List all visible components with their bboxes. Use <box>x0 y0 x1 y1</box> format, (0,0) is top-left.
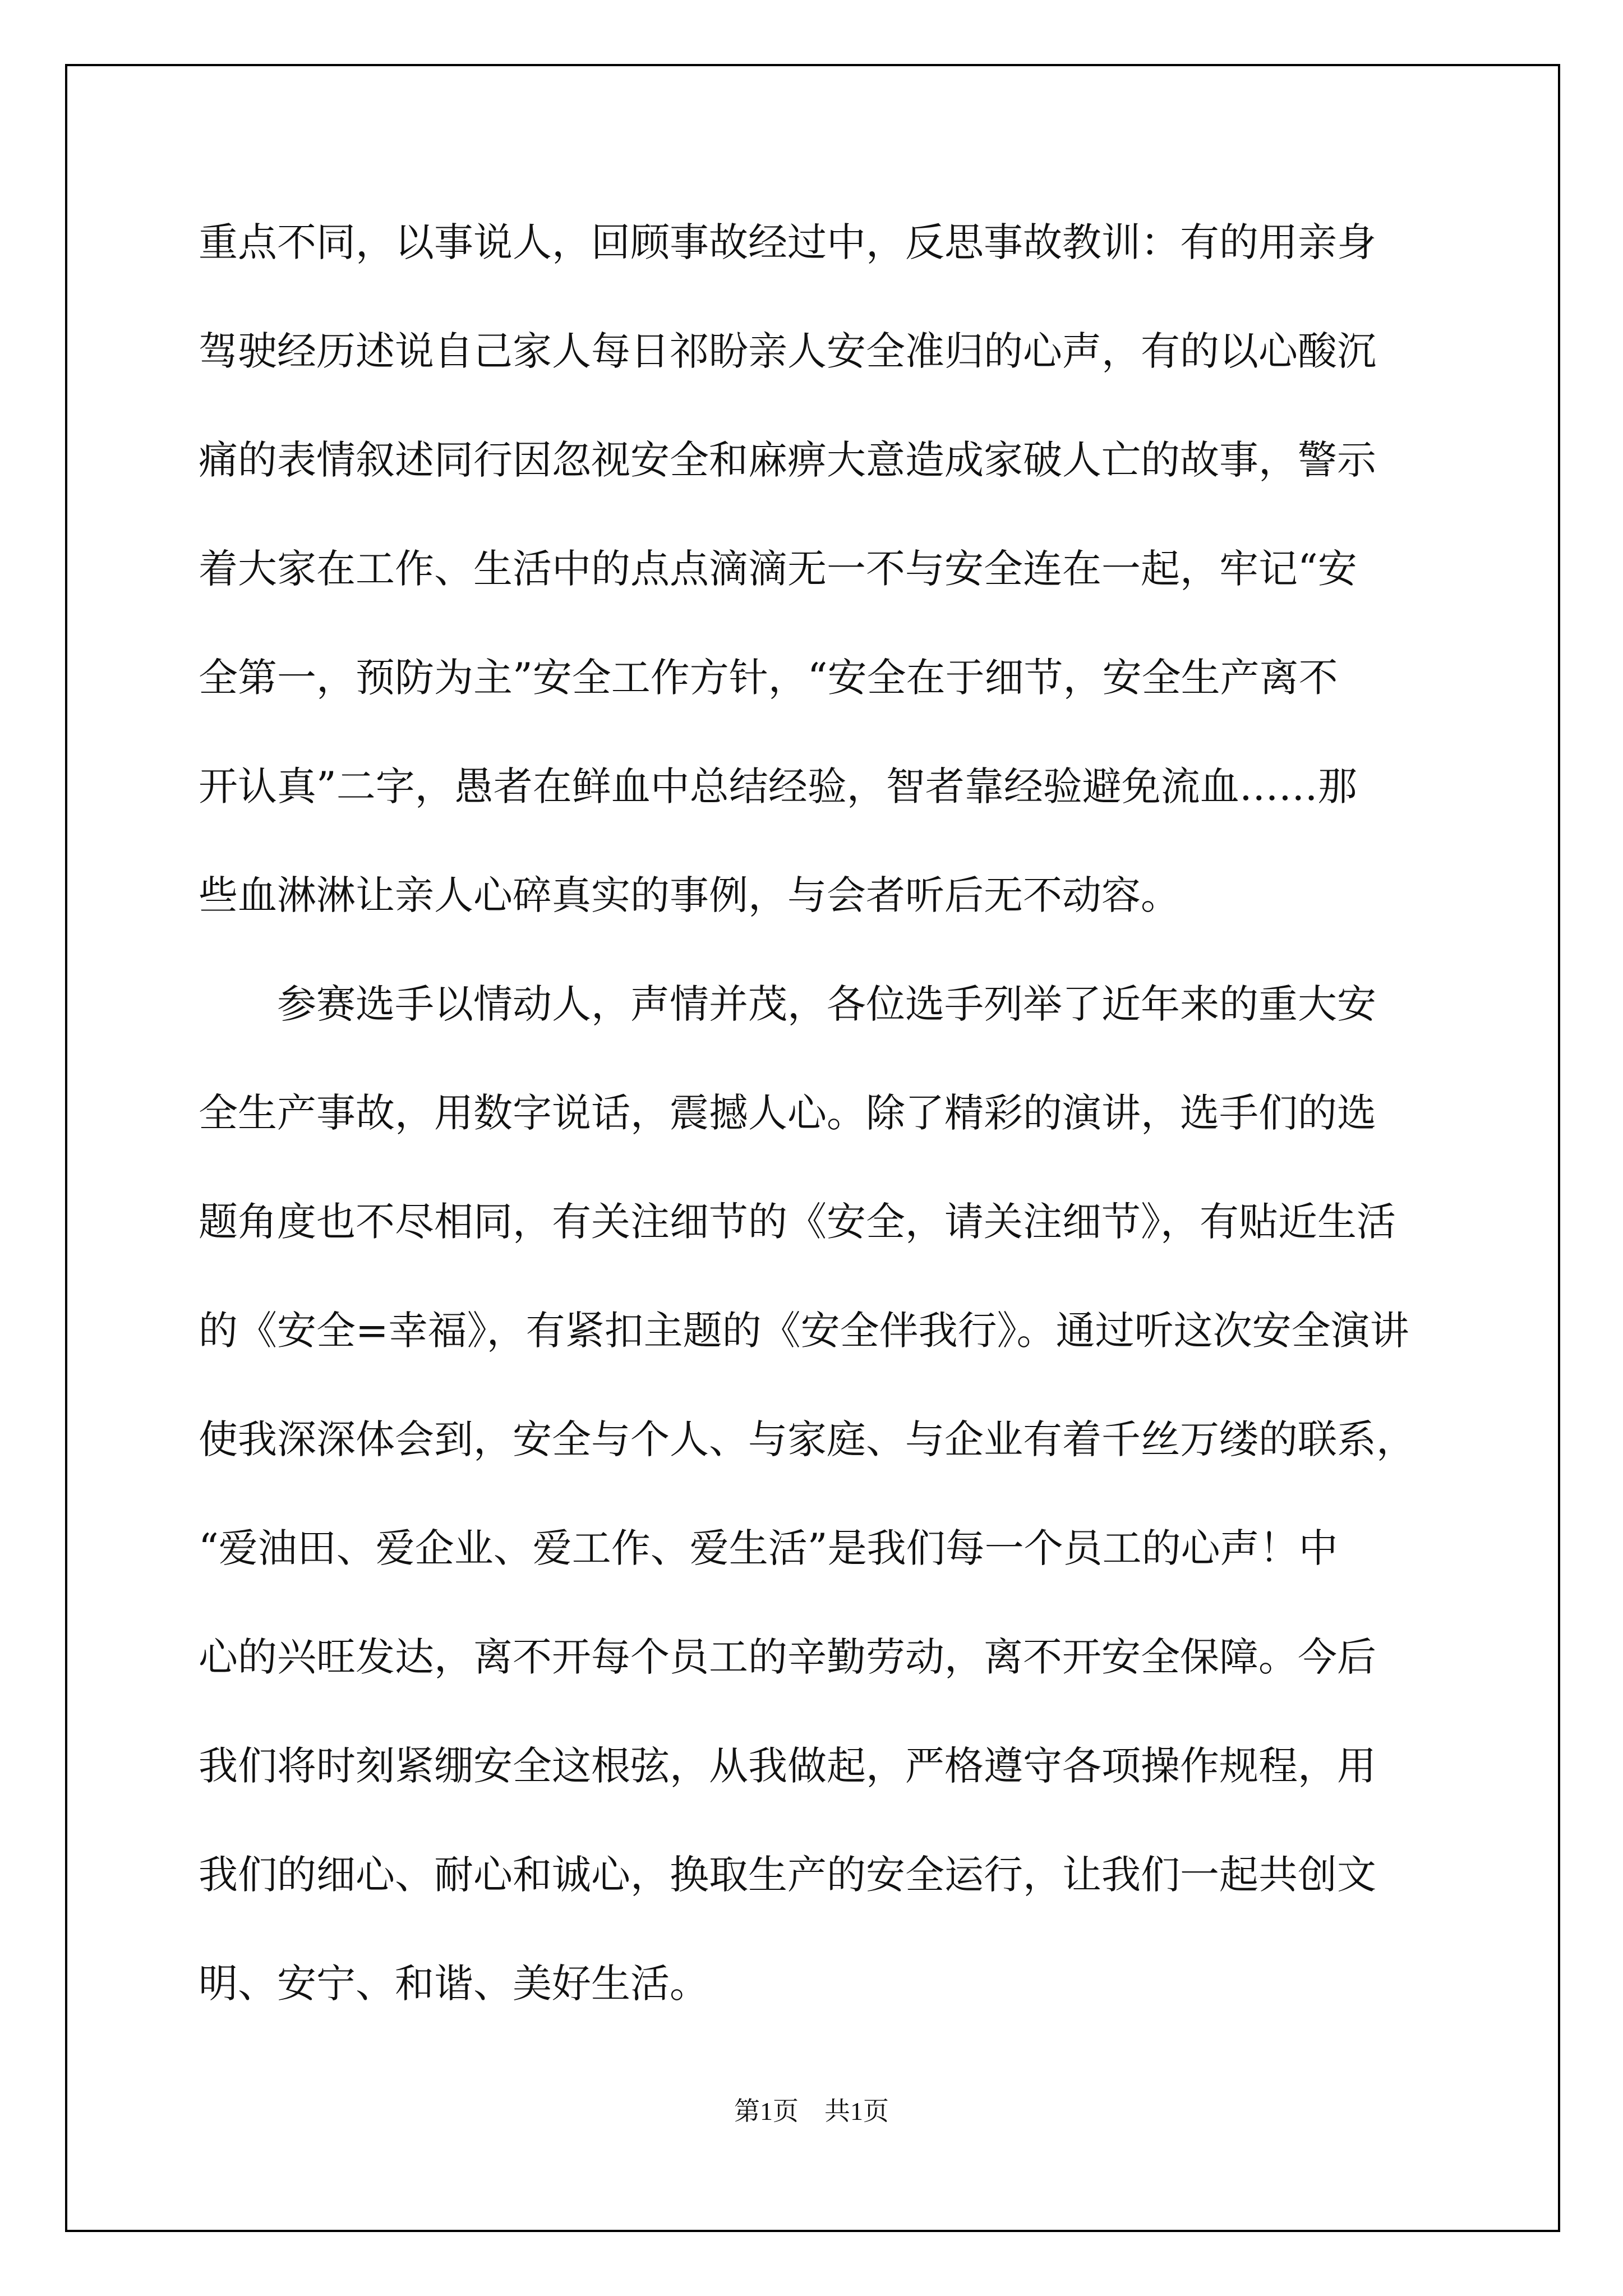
body-line: 全生产事故，用数字说话，震撼人心。除了精彩的演讲，选手们的选 <box>199 1090 1376 1136</box>
body-line: “爱油田、爱企业、爱工作、爱生活”是我们每一个员工的心声！中 <box>199 1525 1338 1571</box>
body-line: 明、安宁、和谐、美好生活。 <box>199 1961 709 2007</box>
body-line: 我们的细心、耐心和诚心，换取生产的安全运行，让我们一起共创文 <box>199 1852 1376 1898</box>
document-body <box>199 214 1422 2064</box>
body-line: 我们将时刻紧绷安全这根弦，从我做起，严格遵守各项操作规程，用 <box>199 1743 1376 1789</box>
page-number-footer: 第1页 共1页 <box>734 2097 889 2125</box>
body-line: 重点不同，以事说人，回顾事故经过中，反思事故教训：有的用亲身 <box>199 219 1376 265</box>
body-line: 题角度也不尽相同，有关注细节的《安全，请关注细节》，有贴近生活 <box>199 1199 1396 1245</box>
body-line: 痛的表情叙述同行因忽视安全和麻痹大意造成家破人亡的故事，警示 <box>199 437 1376 483</box>
body-line: 着大家在工作、生活中的点点滴滴无一不与安全连在一起，牢记“安 <box>199 546 1357 592</box>
body-line: 驾驶经历述说自己家人每日祁盼亲人安全准归的心声，有的以心酸沉 <box>199 328 1376 374</box>
body-line: 全第一，预防为主”安全工作方针，“安全在于细节，安全生产离不 <box>199 655 1338 701</box>
body-line: 些血淋淋让亲人心碎真实的事例，与会者听后无不动容。 <box>199 872 1180 918</box>
body-line: 使我深深体会到，安全与个人、与家庭、与企业有着千丝万缕的联系， <box>199 1416 1415 1462</box>
body-line: 开认真”二字，愚者在鲜血中总结经验，智者靠经验避免流血……那 <box>199 763 1357 809</box>
body-line: 的《安全=幸福》，有紧扣主题的《安全伴我行》。通过听这次安全演讲 <box>199 1308 1409 1354</box>
body-line: 心的兴旺发达，离不开每个员工的辛勤劳动，离不开安全保障。今后 <box>199 1634 1376 1680</box>
paragraph-start-line: 参赛选手以情动人，声情并茂，各位选手列举了近年来的重大安 <box>277 981 1376 1027</box>
